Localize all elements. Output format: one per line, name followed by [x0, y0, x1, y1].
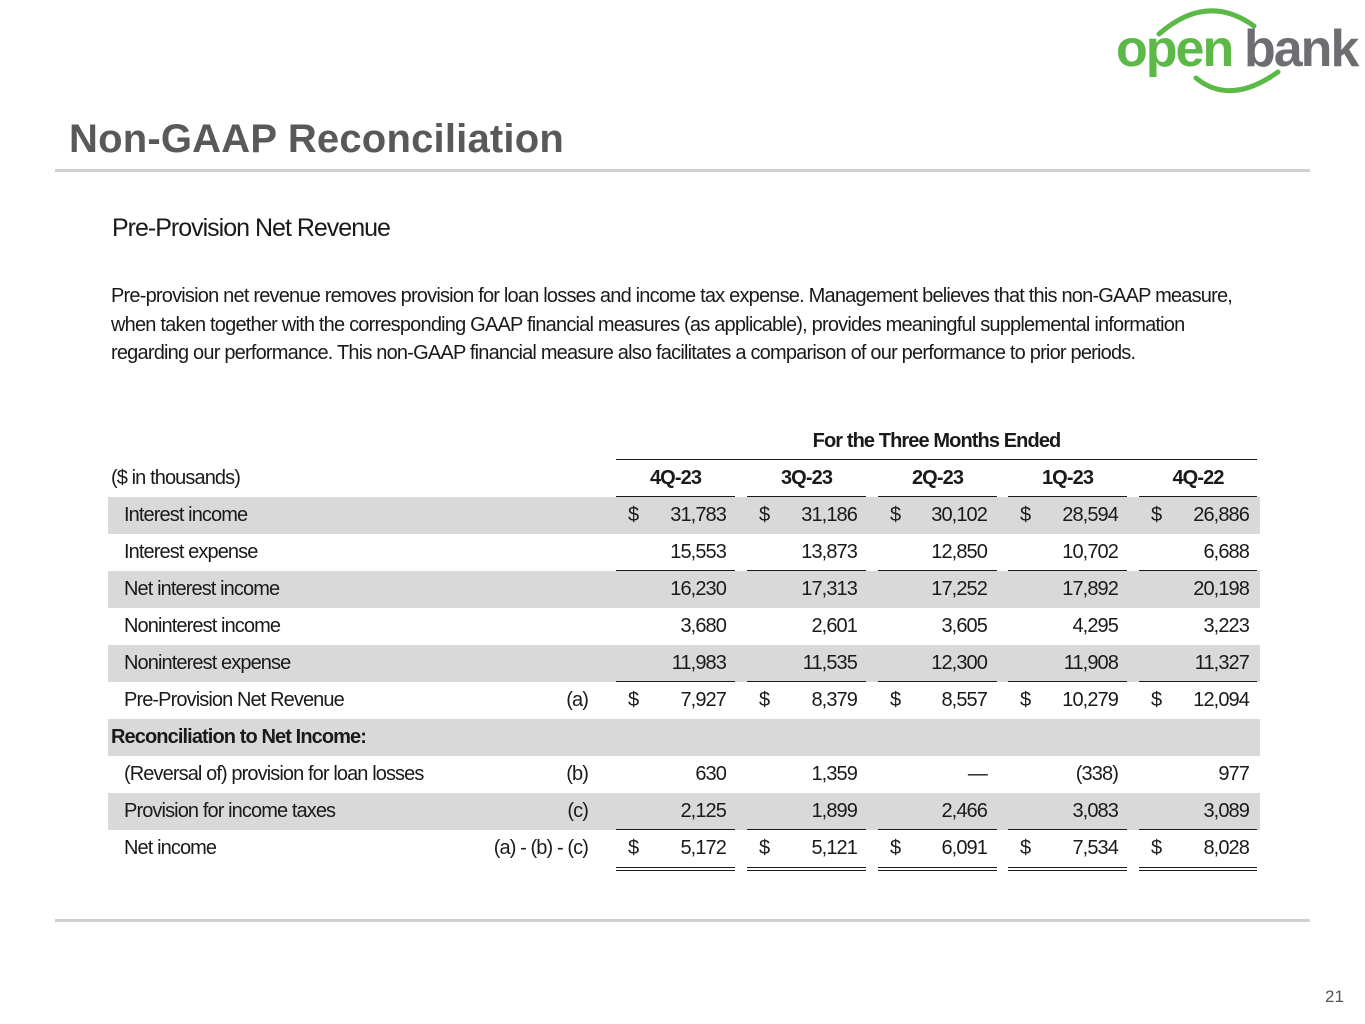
column-header: 1Q-23 [1041, 467, 1094, 489]
value-cell: 17,252 [931, 578, 987, 600]
total-double-underline [616, 867, 735, 871]
value-cell: 10,702 [1062, 541, 1118, 563]
dollar-sign: $ [890, 504, 901, 526]
row-label: Provision for income taxes [124, 800, 336, 822]
dollar-sign: $ [890, 689, 901, 711]
value-cell: 5,121 [811, 837, 857, 859]
dollar-sign: $ [1151, 504, 1162, 526]
dollar-sign: $ [759, 504, 770, 526]
row-label: Interest income [124, 504, 248, 526]
column-header: 2Q-23 [911, 467, 964, 489]
logo-open-text: open [1116, 20, 1233, 78]
logo-bank-text: bank [1244, 20, 1358, 78]
total-double-underline [1008, 867, 1127, 871]
value-cell: 3,680 [680, 615, 726, 637]
value-cell: 630 [695, 763, 726, 785]
dollar-sign: $ [1020, 689, 1031, 711]
value-cell: 1,359 [811, 763, 857, 785]
value-cell: 16,230 [670, 578, 726, 600]
value-cell: 31,186 [801, 504, 857, 526]
value-cell: 3,223 [1203, 615, 1249, 637]
value-cell: (338) [1075, 763, 1118, 785]
column-header: 4Q-23 [649, 467, 702, 489]
openbank-logo-graphic [1112, 4, 1362, 100]
value-cell: 12,300 [931, 652, 987, 674]
value-cell: 6,091 [941, 837, 987, 859]
table-row [108, 608, 1260, 645]
page-title: Non-GAAP Reconciliation [69, 117, 565, 161]
table-row [108, 682, 1260, 719]
value-cell: 8,379 [811, 689, 857, 711]
value-cell: 11,327 [1194, 652, 1249, 674]
dollar-sign: $ [1151, 689, 1162, 711]
value-cell: 11,908 [1063, 652, 1118, 674]
value-cell: 2,466 [941, 800, 987, 822]
dollar-sign: $ [759, 837, 770, 859]
value-cell: 17,313 [801, 578, 857, 600]
value-cell: — [967, 763, 987, 785]
value-cell: 7,534 [1072, 837, 1118, 859]
row-reference: (c) [567, 800, 588, 822]
column-header: 3Q-23 [780, 467, 833, 489]
value-cell: 17,892 [1062, 578, 1118, 600]
value-cell: 3,605 [941, 615, 987, 637]
value-cell: 11,535 [802, 652, 857, 674]
value-cell: 10,279 [1062, 689, 1118, 711]
total-double-underline [747, 867, 866, 871]
value-cell: 26,886 [1193, 504, 1249, 526]
reconciliation-table [108, 423, 1260, 867]
table-row [108, 645, 1260, 682]
footer-divider [55, 919, 1310, 922]
total-double-underline [878, 867, 997, 871]
group-header: For the Three Months Ended [812, 430, 1061, 452]
dollar-sign: $ [1020, 837, 1031, 859]
value-cell: 12,850 [931, 541, 987, 563]
dollar-sign: $ [1151, 837, 1162, 859]
table-row [108, 756, 1260, 793]
title-divider [55, 169, 1310, 172]
page-number: 21 [1325, 987, 1344, 1006]
dollar-sign: $ [628, 504, 639, 526]
value-cell: 11,983 [671, 652, 726, 674]
row-reference: (a) - (b) - (c) [493, 837, 588, 859]
value-cell: 2,601 [811, 615, 857, 637]
value-cell: 2,125 [680, 800, 726, 822]
row-reference: (b) [566, 763, 588, 785]
row-label: Net income [124, 837, 217, 859]
dollar-sign: $ [759, 689, 770, 711]
table-row [108, 719, 1260, 756]
value-cell: 13,873 [801, 541, 857, 563]
row-label: Reconciliation to Net Income: [111, 726, 367, 748]
dollar-sign: $ [890, 837, 901, 859]
value-cell: 3,083 [1072, 800, 1118, 822]
value-cell: 1,899 [811, 800, 857, 822]
value-cell: 5,172 [680, 837, 726, 859]
description-paragraph: Pre-provision net revenue removes provision for loan losses and income tax expense. Management believes that this non-GAAP measure, when taken together with the corresponding GAAP financial measures (as applicable), provides meaningful supplemental information regarding our performance. This non-GAAP financial measure also facilitates a comparison of our performance to prior periods. [111, 285, 1233, 365]
units-label: ($ in thousands) [111, 467, 241, 489]
value-cell: 6,688 [1203, 541, 1249, 563]
value-cell: 8,557 [941, 689, 987, 711]
value-cell: 977 [1218, 763, 1249, 785]
row-label: Pre-Provision Net Revenue [124, 689, 344, 711]
table-row [108, 497, 1260, 534]
dollar-sign: $ [628, 689, 639, 711]
row-label: (Reversal of) provision for loan losses [124, 763, 424, 785]
table-row [108, 830, 1260, 867]
value-cell: 31,783 [670, 504, 726, 526]
row-label: Noninterest income [124, 615, 281, 637]
value-cell: 15,553 [670, 541, 726, 563]
row-label: Noninterest expense [124, 652, 291, 674]
row-reference: (a) [566, 689, 588, 711]
value-cell: 20,198 [1193, 578, 1249, 600]
section-title: Pre-Provision Net Revenue [112, 214, 390, 242]
openbank-logo [1112, 4, 1362, 100]
table-row [108, 534, 1260, 571]
value-cell: 30,102 [931, 504, 987, 526]
total-double-underline [1139, 867, 1257, 871]
dollar-sign: $ [628, 837, 639, 859]
value-cell: 3,089 [1203, 800, 1249, 822]
row-label: Interest expense [124, 541, 258, 563]
column-header: 4Q-22 [1172, 467, 1224, 489]
table-row [108, 793, 1260, 830]
table-row [108, 571, 1260, 608]
value-cell: 8,028 [1203, 837, 1249, 859]
value-cell: 7,927 [680, 689, 726, 711]
dollar-sign: $ [1020, 504, 1031, 526]
group-header-row [108, 423, 1260, 460]
column-header-row [108, 460, 1260, 497]
value-cell: 28,594 [1062, 504, 1118, 526]
value-cell: 12,094 [1193, 689, 1249, 711]
value-cell: 4,295 [1072, 615, 1118, 637]
row-label: Net interest income [124, 578, 280, 600]
